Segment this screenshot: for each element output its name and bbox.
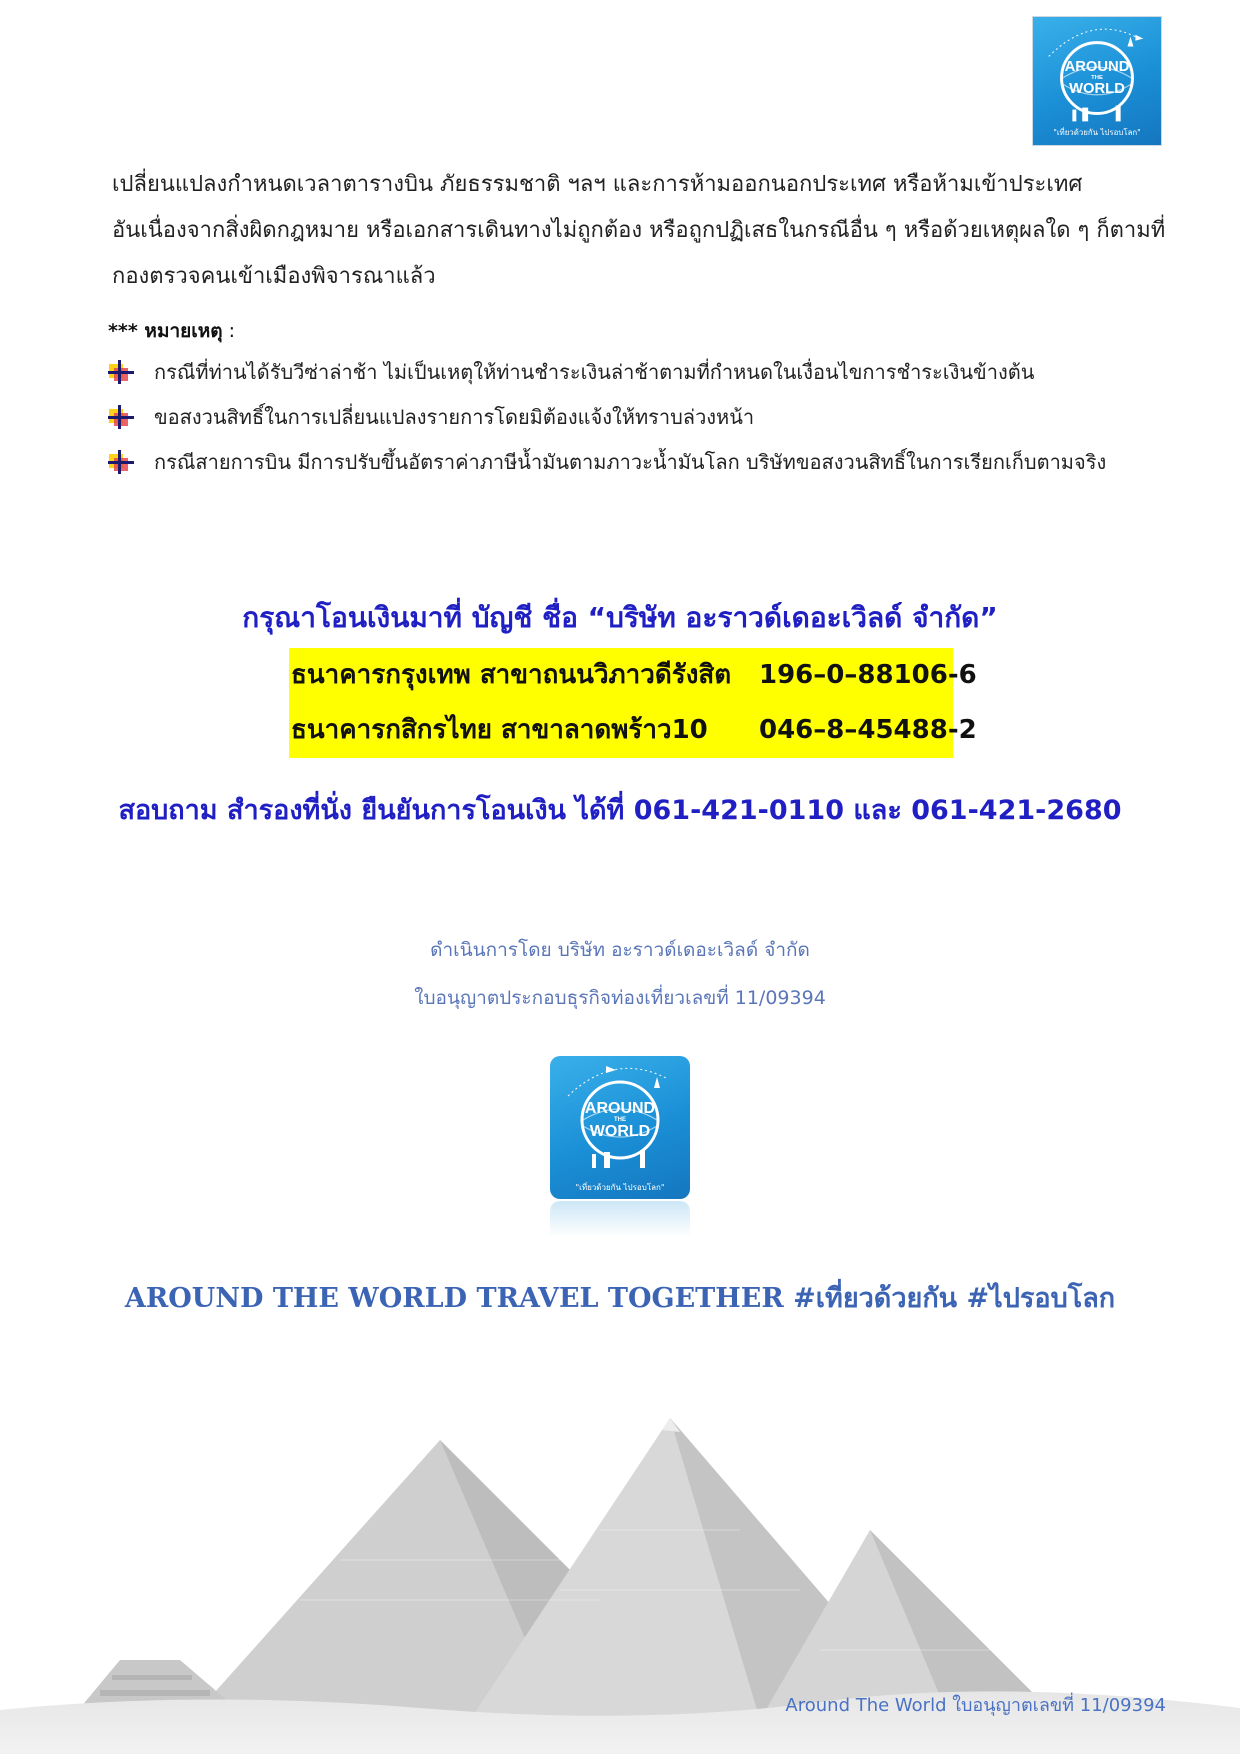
bullet-icon [108,360,134,384]
bank-account-box [289,648,977,758]
logo-reflection [550,1201,690,1237]
notes-heading-text: *** หมายเหตุ [108,320,223,342]
intro-line-1: เปลี่ยนแปลงกำหนดเวลาตารางบิน ภัยธรรมชาติ ฯลฯ และการห้ามออกนอกประเทศ หรือห้ามเข้าประเทศ [112,172,1083,197]
operated-by-text: ดำเนินการโดย บริษัท อะราวด์เดอะเวิลด์ จำกัด [430,939,810,961]
contact-phone-line: สอบถาม สำรองที่นั่ง ยืนยันการโอนเงิน ได้ที่ 061-421-0110 และ 061-421-2680 [118,795,1122,826]
note-text: กรณีที่ท่านได้รับวีซ่าล่าช้า ไม่เป็นเหตุให้ท่านชำระเงินล่าช้าตามที่กำหนดในเงื่อนไขการชำระเงินข้างต้น [154,360,1035,384]
footer-license: Around The World ใบอนุญาตเลขที่ 11/09394 [785,1695,1166,1716]
logo-top [1032,16,1162,146]
bullet-icon [108,405,134,429]
logo-word-around: AROUND [1064,59,1130,76]
bank-name: ธนาคารกรุงเทพ สาขาถนนวิภาวดีรังสิต [291,660,732,690]
logo-tagline: "เที่ยวด้วยกัน ไปรอบโลก" [1053,128,1141,138]
globe-logo-icon [550,1056,690,1199]
list-item [108,444,1106,489]
bank-account-number: 196–0–88106-6 [759,660,977,690]
bank-row-kasikorn [289,703,977,758]
globe-logo-icon [1033,17,1161,145]
logo-word-world: WORLD [589,1123,651,1140]
license-text: ใบอนุญาตประกอบธุรกิจท่องเที่ยวเลขที่ 11/09394 [414,987,826,1009]
transfer-title: กรุณาโอนเงินมาที่ บัญชี ชื่อ “บริษัท อะราวด์เดอะเวิลด์ จำกัด” [242,601,998,634]
list-item [108,399,1106,444]
logo-word-the: THE [1091,75,1103,82]
notes-list [108,354,1106,489]
note-text: ขอสงวนสิทธิ์ในการเปลี่ยนแปลงรายการโดยมิต้องแจ้งให้ทราบล่วงหน้า [154,405,755,429]
slogan: AROUND THE WORLD TRAVEL TOGETHER #เที่ยวด้วยกัน #ไปรอบโลก [124,1283,1116,1314]
notes-heading [108,316,235,346]
logo-word-world: WORLD [1069,80,1125,97]
notes-heading-colon: : [222,320,236,342]
bullet-icon [108,450,134,474]
intro-line-2: อันเนื่องจากสิ่งผิดกฎหมาย หรือเอกสารเดินทางไม่ถูกต้อง หรือถูกปฏิเสธในกรณีอื่น ๆ หรือด้วยเหตุผลใด ๆ ก็ตามที่ [112,218,1166,243]
bank-account-number: 046–8–45488-2 [759,715,977,745]
bank-name: ธนาคารกสิกรไทย สาขาลาดพร้าว10 [291,715,708,745]
intro-paragraph [112,162,1172,300]
logo-tagline: "เที่ยวด้วยกัน ไปรอบโลก" [575,1183,665,1192]
note-text: กรณีสายการบิน มีการปรับขึ้นอัตราค่าภาษีน้ำมันตามภาวะน้ำมันโลก บริษัทขอสงวนสิทธิ์ในการเรียกเก็บตามจริง [154,450,1107,474]
logo-center [550,1056,690,1199]
logo-word-the: THE [614,1117,626,1123]
intro-line-3: กองตรวจคนเข้าเมืองพิจารณาแล้ว [112,264,436,289]
logo-word-around: AROUND [584,1100,656,1117]
company-info [0,926,1240,1022]
bank-row-bangkok [289,648,977,703]
list-item [108,354,1106,399]
